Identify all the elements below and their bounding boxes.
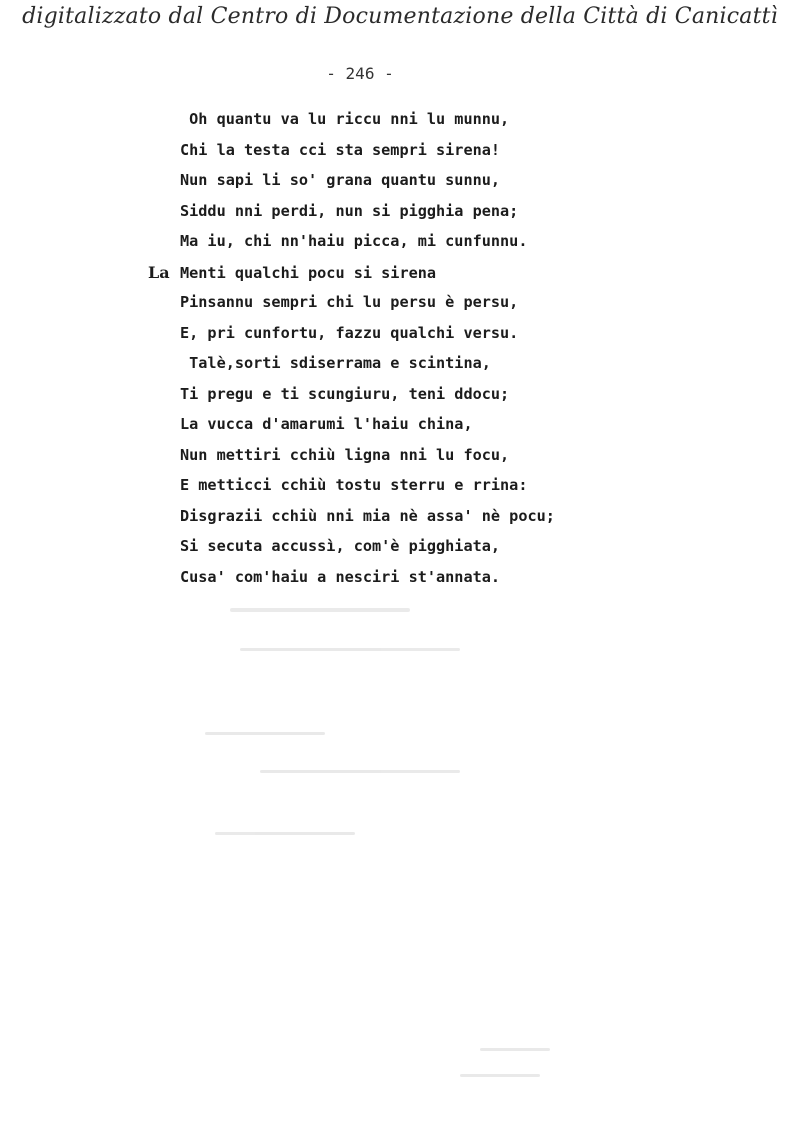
line-text: Ti pregu e ti scungiuru, teni ddocu;	[180, 384, 510, 403]
poem-line	[148, 354, 555, 385]
poem-line	[148, 415, 555, 446]
poem-line	[148, 385, 555, 416]
poem-line	[148, 568, 555, 599]
line-text: Chi la testa cci sta sempri sirena!	[180, 140, 501, 159]
poem-line	[148, 171, 555, 202]
page-number: - 246 -	[326, 64, 394, 83]
poem-line	[148, 507, 555, 538]
line-text: Siddu nni perdi, nun si pigghia pena;	[180, 201, 519, 220]
poem-line	[148, 476, 555, 507]
line-text: Cusa' com'haiu a nesciri st'annata.	[180, 567, 501, 586]
line-text: E, pri cunfortu, fazzu qualchi versu.	[180, 323, 519, 342]
line-text: Pinsannu sempri chi lu persu è persu,	[180, 293, 519, 311]
line-text: Nun sapi li so' grana quantu sunnu,	[180, 171, 501, 189]
poem-line	[148, 110, 555, 141]
line-prefix: La	[148, 262, 170, 282]
poem-line	[148, 446, 555, 477]
line-text: Menti qualchi pocu si sirena	[180, 263, 437, 282]
poem-line	[148, 537, 555, 568]
line-text: Si secuta accussì, com'è pigghiata,	[180, 537, 501, 555]
line-text: Talè,sorti sdiserrama e scintina,	[180, 354, 491, 372]
poem-line	[148, 232, 555, 263]
poem-line	[148, 324, 555, 355]
poem-line	[148, 293, 555, 324]
poem-line	[148, 263, 555, 294]
line-text: Ma iu, chi nn'haiu picca, mi cunfunnu.	[180, 232, 528, 250]
header-watermark: digitalizzato dal Centro di Documentazione della Città di Canicattì	[22, 4, 778, 29]
poem-line	[148, 202, 555, 233]
line-text: E metticci cchiù tostu sterru e rrina:	[180, 476, 528, 494]
line-text: Nun mettiri cchiù ligna nni lu focu,	[180, 445, 510, 464]
line-text: La vucca d'amarumi l'haiu china,	[180, 415, 473, 433]
poem-line	[148, 141, 555, 172]
line-text: Oh quantu va lu riccu nni lu munnu,	[180, 110, 510, 128]
poem	[148, 110, 555, 598]
line-text: Disgrazii cchiù nni mia nè assa' nè pocu;	[180, 506, 555, 525]
